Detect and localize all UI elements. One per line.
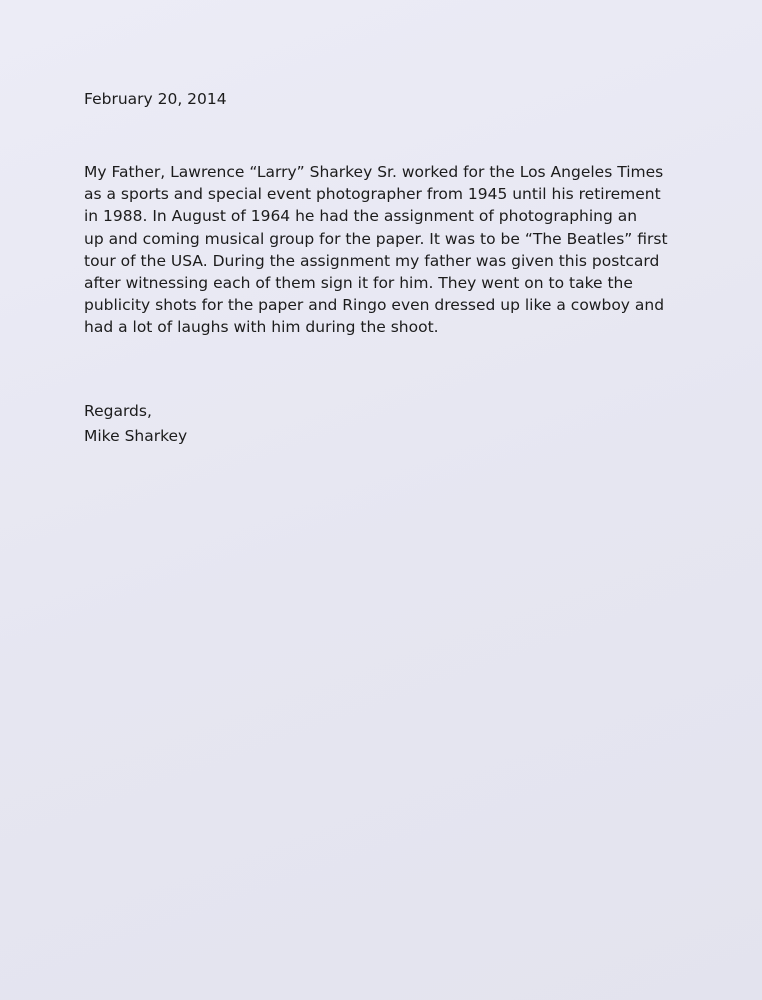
letter-body (84, 161, 724, 339)
body-line: up and coming musical group for the paper. It was to be “The Beatles” first (84, 229, 668, 248)
body-line: tour of the USA. During the assignment my father was given this postcard (84, 251, 660, 270)
signature-name: Mike Sharkey (84, 427, 188, 445)
letter-date: February 20, 2014 (84, 90, 227, 108)
body-line: after witnessing each of them sign it for him. They went on to take the (84, 274, 633, 293)
body-line: publicity shots for the paper and Ringo even dressed up like a cowboy and (84, 296, 665, 315)
body-line: in 1988. In August of 1964 he had the assignment of photographing an (84, 207, 638, 226)
body-line: had a lot of laughs with him during the shoot. (84, 318, 439, 337)
body-line: as a sports and special event photographer from 1945 until his retirement (84, 185, 661, 204)
closing-salutation: Regards, (84, 402, 152, 420)
letter-closing-block (84, 399, 187, 449)
body-line: My Father, Lawrence “Larry” Sharkey Sr. worked for the Los Angeles Times (84, 163, 664, 181)
